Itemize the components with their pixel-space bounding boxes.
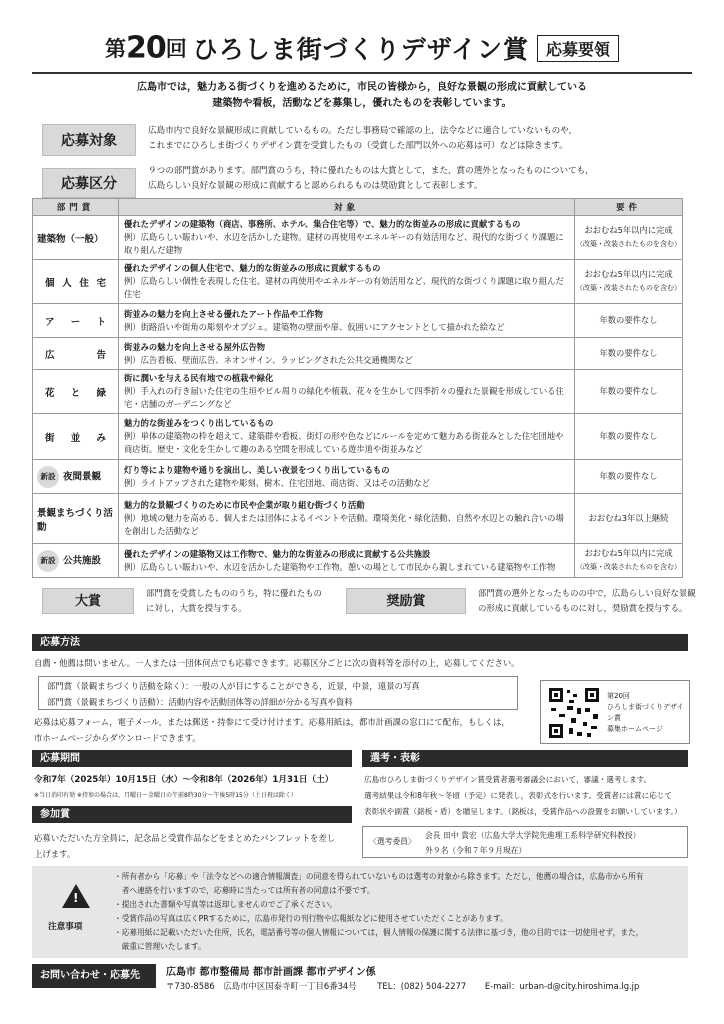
contact-tel[interactable]: TEL：(082) 504-2277 <box>377 981 467 991</box>
target-desc <box>148 124 688 154</box>
row-head: 街並みの魅力を向上させる優れたアート作品や工作物 <box>124 308 323 319</box>
gift-line-1: 応募いただいた方全員に，記念品と受賞作品などをまとめたパンフレットを差し <box>34 833 336 843</box>
period-note: ※当日消印有効 ※持参の場合は，月曜日～金曜日の午前8時30分～午後5時15分（土日祝は除く） <box>34 792 297 799</box>
row-head: 魅力的な街並みをつくり出しているもの <box>124 418 274 428</box>
row-desc <box>119 370 575 414</box>
table-row <box>33 414 683 460</box>
method-line-1: 自薦・他薦は問いません。一人または一団体何点でも応募できます。応募区分ごとに次の資料等を添付の上，応募してください。 <box>34 658 520 668</box>
period-header: 応募期間 <box>32 750 352 767</box>
row-example: 例）広島らしい賑わいや、水辺を活かした建築物や工作物。憩いの場として市民から親しまれている建築物や工作物 <box>124 561 556 572</box>
row-name: 景観まちづくり活動 <box>33 494 119 544</box>
title-prefix: 第 <box>104 37 126 61</box>
row-req: 年数の要件なし <box>575 460 683 494</box>
table-row <box>33 216 683 260</box>
title-suffix: 回 <box>165 37 187 61</box>
row-name <box>33 460 119 494</box>
row-req <box>575 544 683 578</box>
qr-code[interactable] <box>547 686 601 740</box>
notes-list <box>114 870 684 954</box>
contact-address: 広島市中区国泰寺町一丁目6番34号 <box>223 981 357 991</box>
row-req <box>575 216 683 260</box>
qr-caption-1: 第20回 <box>607 692 630 700</box>
selection-line-3: 表彰状や副賞（銘板・盾）を贈呈します。（銘板は，受賞作品への設置をお願いしています。） <box>364 807 682 816</box>
row-name: ア ー ト <box>33 304 119 338</box>
target-line-1: 広島市内で良好な景観形成に貢献しているもの。ただし事務局で確認の上，法令などに適合していないものや， <box>148 126 578 136</box>
qr-box <box>540 680 690 744</box>
qr-caption-3: 募集ホームページ <box>607 725 663 733</box>
row-example: 例）街路沿いや街角の彫刻やオブジェ。建築物の壁面や扉、仮囲いにアクセントとして描かれた絵など <box>124 321 505 332</box>
note-item: ・提出された書類や写真等は返却しませんのでご了承ください。 <box>114 900 337 909</box>
row-req: 年数の要件なし <box>575 370 683 414</box>
header-target: 対象 <box>119 199 575 216</box>
committee-box <box>362 826 688 858</box>
gift-line-2: 上げます。 <box>34 849 76 859</box>
title-badge: 応募要領 <box>537 35 619 62</box>
row-req: 年数の要件なし <box>575 304 683 338</box>
new-badge: 新設 <box>37 466 59 488</box>
table-row <box>33 260 683 304</box>
intro-line-1: 広島市では，魅力ある街づくりを進めるために，市民の皆様から，良好な景観の形成に貢献している <box>137 82 587 93</box>
row-example: 例）広島らしい個性を表現した住宅。建材の再使用やエネルギーの有効活用など、現代的な街づくり課題に取り組んだ住宅 <box>124 276 564 299</box>
contact-details <box>166 980 686 992</box>
req-note: （改築・改装されたものを含む） <box>576 284 681 292</box>
table-row <box>33 544 683 578</box>
qr-caption <box>607 691 689 735</box>
encouragement-prize-desc <box>478 586 698 616</box>
row-name-text: 公共施設 <box>63 555 102 566</box>
note-item: ・所有者から「応募」や「法令などへの適合情報調査」の同意を得られていないものは選考の対象から除きます。ただし，他薦の場合は，広島市から所有 <box>114 872 644 881</box>
target-label: 応募対象 <box>42 124 136 156</box>
committee-label: 〈選考委員〉 <box>369 837 416 846</box>
row-desc <box>119 414 575 460</box>
row-example: 例）ライトアップされた建物や彫刻、樹木、住宅団地、商店街、又はその活動など <box>124 477 430 488</box>
table-header-row <box>33 199 683 216</box>
period-dates: 令和7年（2025年）10月15日（水）～令和8年（2026年）1月31日（土） <box>34 775 334 785</box>
contact-org: 広島市 都市整備局 都市計画課 都市デザイン係 <box>166 967 376 978</box>
row-head: 灯り等により建物や通りを演出し、美しい夜景をつくり出しているもの <box>124 464 390 475</box>
req-main: おおむね5年以内に完成 <box>584 225 673 235</box>
title-main: ひろしま街づくりデザイン賞 <box>192 35 529 64</box>
method-box <box>38 676 518 710</box>
req-main: おおむね5年以内に完成 <box>584 269 673 279</box>
row-name <box>33 544 119 578</box>
committee-line-2: 外９名（令和７年９月現在） <box>425 846 527 855</box>
row-name: 街 並 み <box>33 414 119 460</box>
row-req: おおむね3年以上継続 <box>575 494 683 544</box>
note-item: ・受賞作品の写真は広くPRするために，広島市発行の刊行物や広報紙などに使用させていただくことがあります。 <box>114 914 508 923</box>
target-line-2: これまでにひろしま街づくりデザイン賞を受賞したもの（受賞した部門以外への応募は可）などは除きます。 <box>148 141 568 151</box>
row-desc <box>119 260 575 304</box>
contact-label: お問い合わせ・応募先 <box>32 964 156 988</box>
row-desc <box>119 338 575 370</box>
row-req: 年数の要件なし <box>575 338 683 370</box>
row-desc <box>119 304 575 338</box>
division-desc <box>148 164 688 194</box>
row-head: 優れたデザインの建築物（商店、事務所、ホテル、集合住宅等）で、魅力的な街並みの形成に貢献するもの <box>124 219 521 229</box>
new-badge: 新設 <box>37 550 59 572</box>
header-category: 部門賞 <box>33 199 119 216</box>
header-requirement: 要件 <box>575 199 683 216</box>
row-name: 広 告 <box>33 338 119 370</box>
notes-label: 注意事項 <box>48 922 83 932</box>
qr-caption-2: ひろしま街づくりデザイン賞 <box>607 703 684 722</box>
row-req <box>575 260 683 304</box>
gift-text <box>34 830 354 862</box>
title-rule <box>32 72 692 74</box>
row-desc <box>119 460 575 494</box>
selection-line-1: 広島市ひろしま街づくりデザイン賞受賞者選考審議会において，審議・選考します。 <box>364 775 652 784</box>
warning-icon: ! <box>62 884 90 908</box>
method-text <box>34 714 544 746</box>
grand-line-1: 部門賞を受賞したもののうち，特に優れたもの <box>146 588 322 598</box>
table-row <box>33 460 683 494</box>
table-row <box>33 370 683 414</box>
method-line-2: 応募は応募フォーム，電子メール，または郵送・持参にて受け付けます。応募用紙は，都市計画課の窓口にて配布，もしくは， <box>34 717 510 727</box>
selection-text <box>364 772 690 820</box>
grand-prize-label: 大賞 <box>42 588 134 614</box>
note-item: 者へ連絡を行いますので，応募時に当たっては所有者の同意は不要です。 <box>114 886 375 895</box>
encourage-line-1: 部門賞の選外となったものの中で，広島らしい良好な景観 <box>478 588 696 598</box>
committee-members <box>425 828 685 858</box>
req-note: （改築・改装されたものを含む） <box>576 563 681 571</box>
row-example: 例）地域の魅力を高める、個人または団体によるイベントや活動。環境美化・緑化活動、自然や水辺との触れ合いの場を創出した活動など <box>124 513 564 536</box>
row-example: 例）広告看板、壁面広告、ネオンサイン、ラッピングされた公共交通機関など <box>124 354 413 365</box>
row-req: 年数の要件なし <box>575 414 683 460</box>
committee-line-1: 会長 田中 貴宏（広島大学大学院先進理工系科学研究科教授） <box>425 831 641 840</box>
method-box-line-1: 部門賞（景観まちづくり活動を除く）：一般の人が目にすることができる，近景，中景，遠景の写真 <box>47 681 420 691</box>
row-head: 街に潤いを与える民有地での植栽や緑化 <box>124 373 274 383</box>
method-header: 応募方法 <box>32 634 688 651</box>
gift-header: 参加賞 <box>32 806 352 823</box>
note-item: 厳重に管理いたします。 <box>114 942 206 951</box>
row-desc <box>119 216 575 260</box>
grand-prize-desc <box>146 586 346 616</box>
method-line-3: 市ホームページからダウンロードできます。 <box>34 733 201 743</box>
table-row <box>33 338 683 370</box>
row-head: 優れたデザインの建築物又は工作物で、魅力的な街並みの形成に貢献する公共施設 <box>124 548 431 559</box>
req-main: おおむね5年以内に完成 <box>584 548 673 558</box>
row-name-text: 夜間景観 <box>63 471 102 482</box>
row-desc <box>119 544 575 578</box>
table-row <box>33 494 683 544</box>
division-label: 応募区分 <box>42 168 136 198</box>
notes-box <box>32 866 688 958</box>
intro-text <box>32 80 692 112</box>
note-item: ・応募用紙に記載いただいた住所，氏名，電話番号等の個人情報については，個人情報の保護に関する法律に基づき，他の目的では一切使用せず，また， <box>114 928 644 937</box>
row-head: 魅力的な景観づくりのために市民や企業が取り組む街づくり活動 <box>124 500 365 510</box>
row-example: 例）単体の建築物の枠を超えて、建築群や看板、街灯の形や色などにルールを定めて魅力ある街並みとした住宅団地や商店街。歴史・文化を生かして趣のある空間を形成している遊歩道や街並みなど <box>124 431 564 454</box>
row-name: 個 人 住 宅 <box>33 260 119 304</box>
row-name: 建築物（一般） <box>33 216 119 260</box>
row-head: 街並みの魅力を向上させる屋外広告物 <box>124 341 266 352</box>
req-note: （改築・改装されたものを含む） <box>576 240 681 248</box>
intro-line-2: 建築物や看板，活動などを募集し，優れたものを表彰しています。 <box>212 98 512 109</box>
row-example: 例）手入れの行き届いた住宅の生垣やビル周りの緑化や植栽、花々を生かして四季折々の優れた景観を形成している住宅・店舗のガーデニングなど <box>124 386 564 409</box>
title-number: 20 <box>125 30 166 66</box>
row-example: 例）広島らしい賑わいや、水辺を活かした建物。建材の再使用やエネルギーの有効活用など、現代的な街づくり課題に取り組んだ建物 <box>124 232 564 255</box>
division-line-1: ９つの部門賞があります。部門賞のうち，特に優れたものは大賞として，また，賞の選外となったものについても， <box>148 166 594 176</box>
page-title <box>0 30 724 66</box>
encouragement-prize-label: 奨励賞 <box>346 588 466 614</box>
encourage-line-2: の形成に貢献しているものに対し，奨励賞を授与する。 <box>478 603 688 613</box>
method-box-line-2: 部門賞（景観まちづくり活動）：活動内容や活動団体等の詳細が分かる写真や資料 <box>47 697 353 707</box>
grand-line-2: に対し，大賞を授与する。 <box>146 603 247 613</box>
category-table <box>32 198 683 578</box>
division-line-2: 広島らしい良好な景観の形成に貢献すると認められるものは奨励賞として表彰します。 <box>148 181 483 191</box>
table-row <box>33 304 683 338</box>
selection-line-2: 選考結果は令和8年秋～冬頃（予定）に発表し，表彰式を行います。受賞者には賞に応じて <box>364 791 672 800</box>
contact-postal: 〒730-8586 <box>166 981 215 991</box>
contact-email[interactable]: E-mail：urban-d@city.hiroshima.lg.jp <box>484 981 640 991</box>
selection-header: 選考・表彰 <box>362 750 688 767</box>
row-desc <box>119 494 575 544</box>
row-head: 優れたデザインの個人住宅で、魅力的な街並みの形成に貢献するもの <box>124 263 381 273</box>
row-name: 花 と 緑 <box>33 370 119 414</box>
